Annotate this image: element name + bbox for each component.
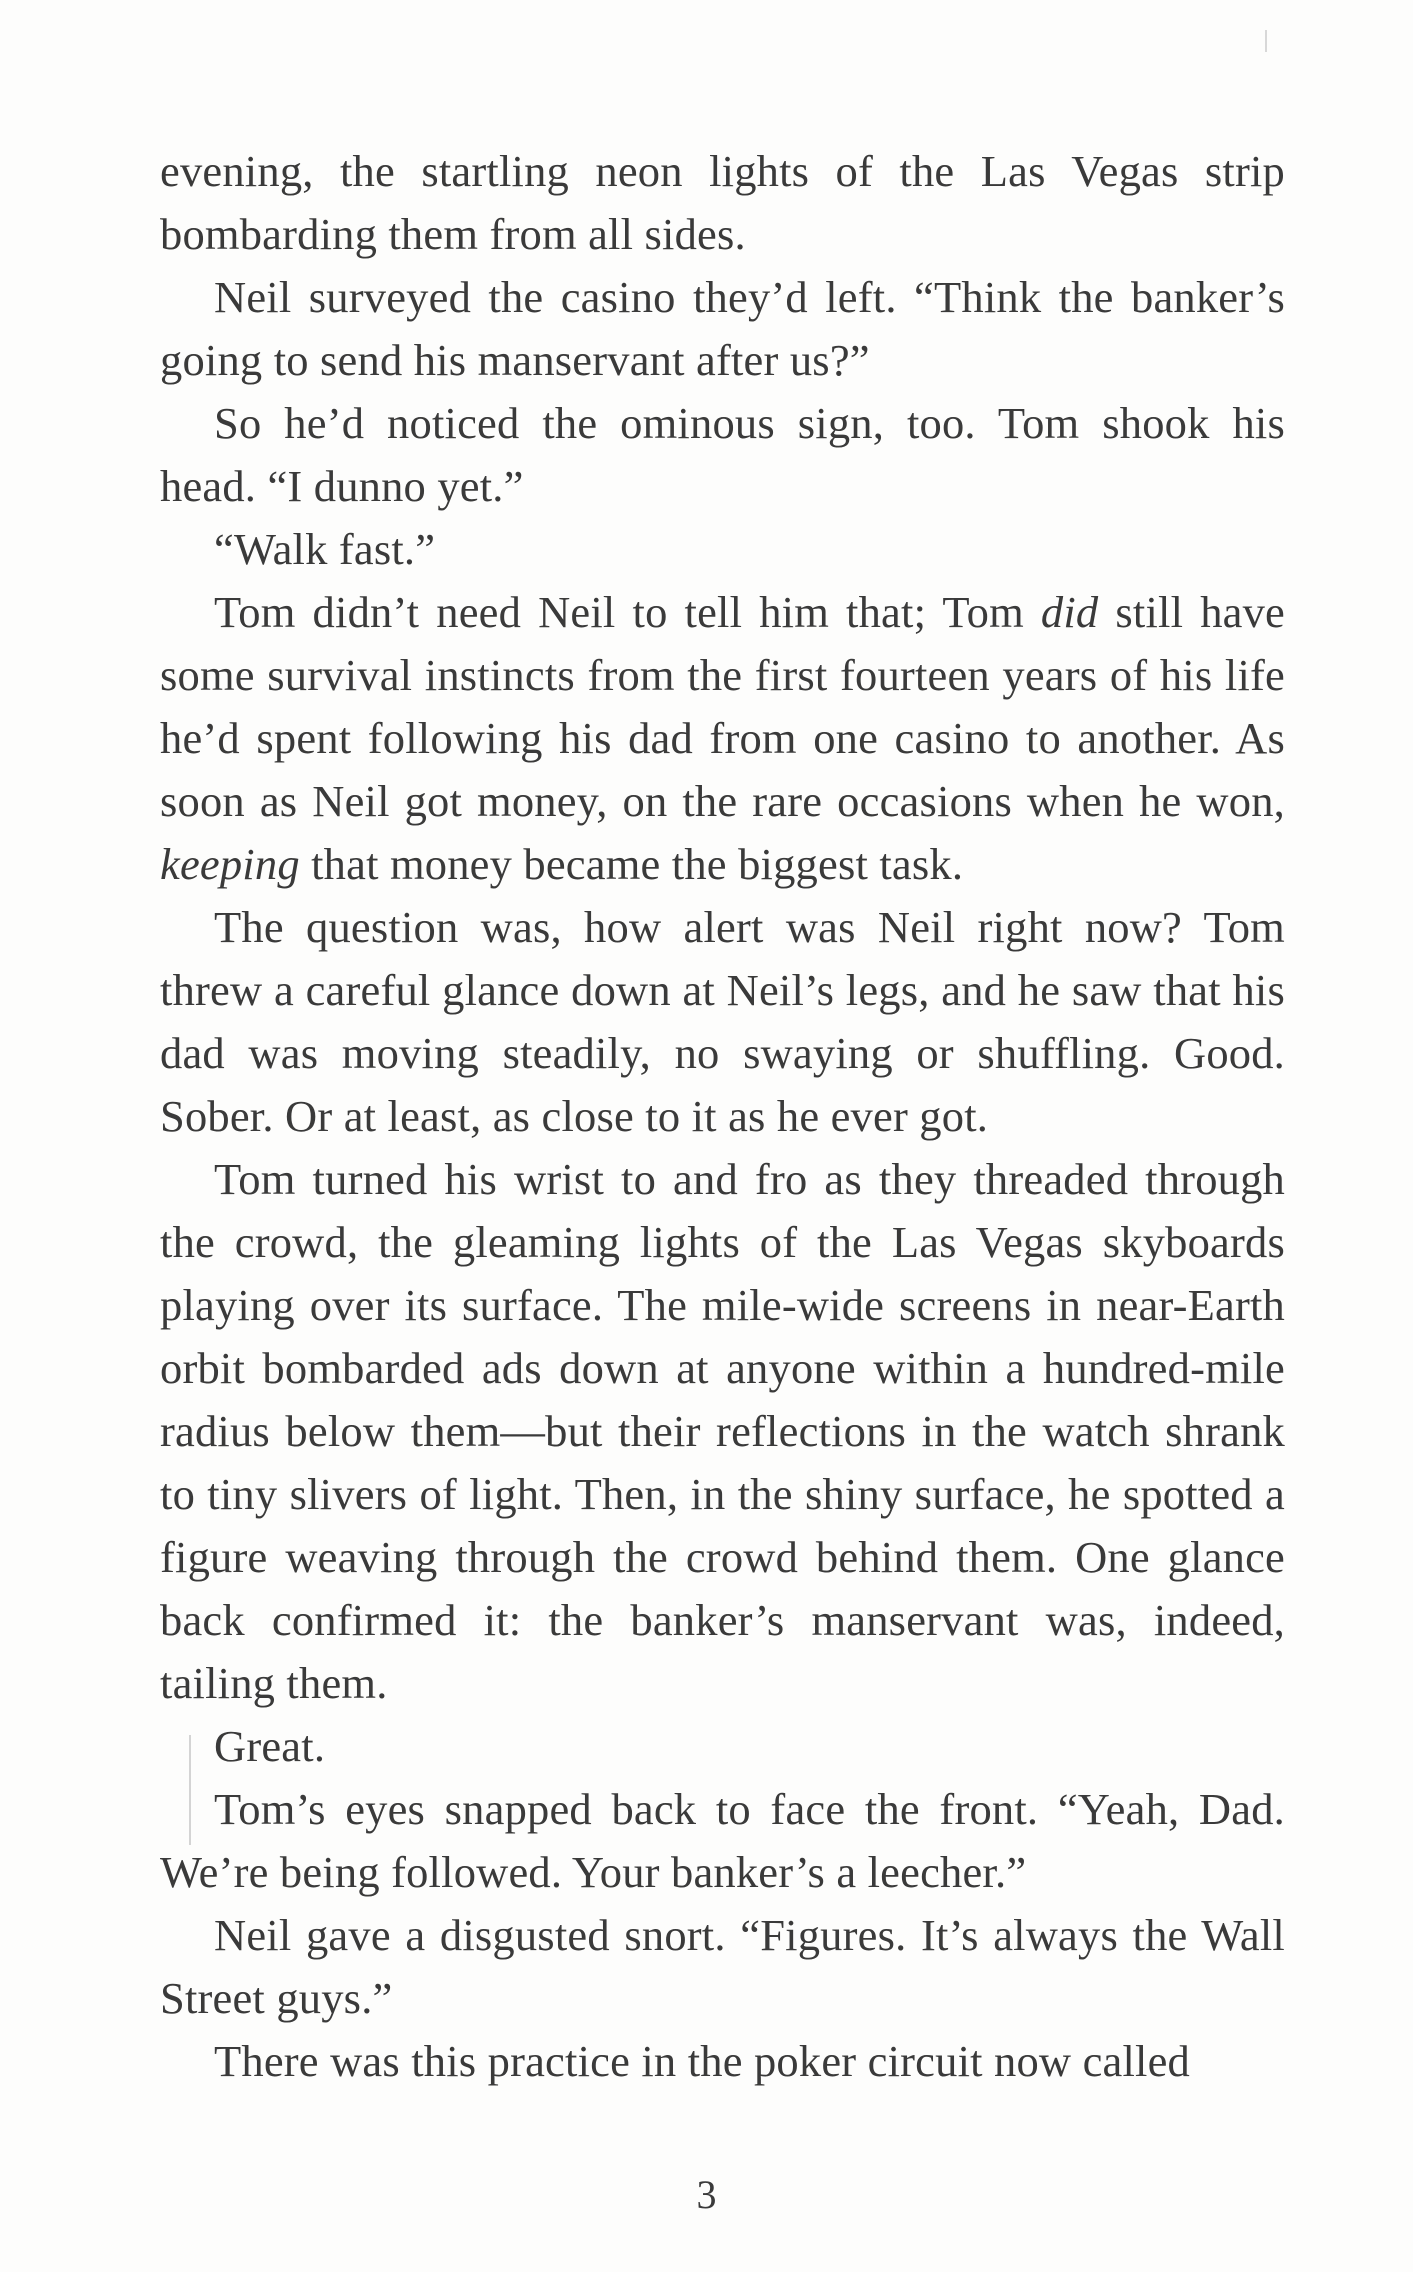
text-run: Neil gave a disgusted snort. “Figures. It’s always the Wall Street guys.” (160, 1910, 1285, 2023)
text-run: Tom didn’t need Neil to tell him that; Tom (214, 587, 1041, 637)
paragraph (160, 140, 1285, 266)
paragraph (160, 1778, 1285, 1904)
italic-run: did (1040, 587, 1099, 637)
paragraph (160, 2030, 1285, 2093)
text-run: that money became the biggest task. (299, 839, 964, 889)
text-run: Great. (214, 1721, 326, 1771)
text-run: Tom’s eyes snapped back to face the front. “Yeah, Dad. We’re being followed. Your banker’s a leecher.” (160, 1784, 1285, 1897)
italic-run: keeping (160, 839, 300, 889)
text-run: Neil surveyed the casino they’d left. “Think the banker’s going to send his manservant after us?” (160, 272, 1285, 385)
page-number: 3 (696, 2172, 717, 2217)
text-run: evening, the startling neon lights of the Las Vegas strip bombarding them from all sides. (160, 146, 1285, 259)
paragraph (160, 1148, 1285, 1715)
paragraph (160, 1715, 1285, 1778)
text-run: Tom turned his wrist to and fro as they threaded through the crowd, the gleaming lights of the Las Vegas skyboards playing over its surface. The mile-wide screens in near-Earth orbit bombarded ads down at anyone within a hundred-mile radius below them—but their reflections in the watch shrank to tiny slivers of light. Then, in the shiny surface, he spotted a figure weaving through the crowd behind them. One glance back confirmed it: the banker’s manservant was, indeed, tailing them. (160, 1154, 1285, 1708)
paragraph (160, 1904, 1285, 2030)
text-run: There was this practice in the poker circuit now called (214, 2036, 1191, 2086)
scan-mark (1265, 30, 1267, 52)
text-run: So he’d noticed the ominous sign, too. Tom shook his head. “I dunno yet.” (160, 398, 1285, 511)
text-run: The question was, how alert was Neil right now? Tom threw a careful glance down at Neil’s legs, and he saw that his dad was moving steadily, no swaying or shuffling. Good. Sober. Or at least, as close to it as he ever got. (160, 902, 1285, 1141)
text-run: still have some survival instincts from the first fourteen years of his life he’d spent following his dad from one casino to another. As soon as Neil got money, on the rare occasions when he won, (160, 587, 1285, 826)
paragraph (160, 392, 1285, 518)
text-run: “Walk fast.” (214, 524, 436, 574)
paragraph (160, 266, 1285, 392)
body-text (160, 140, 1285, 2093)
paragraph (160, 518, 1285, 581)
paragraph (160, 896, 1285, 1148)
paragraph (160, 581, 1285, 896)
